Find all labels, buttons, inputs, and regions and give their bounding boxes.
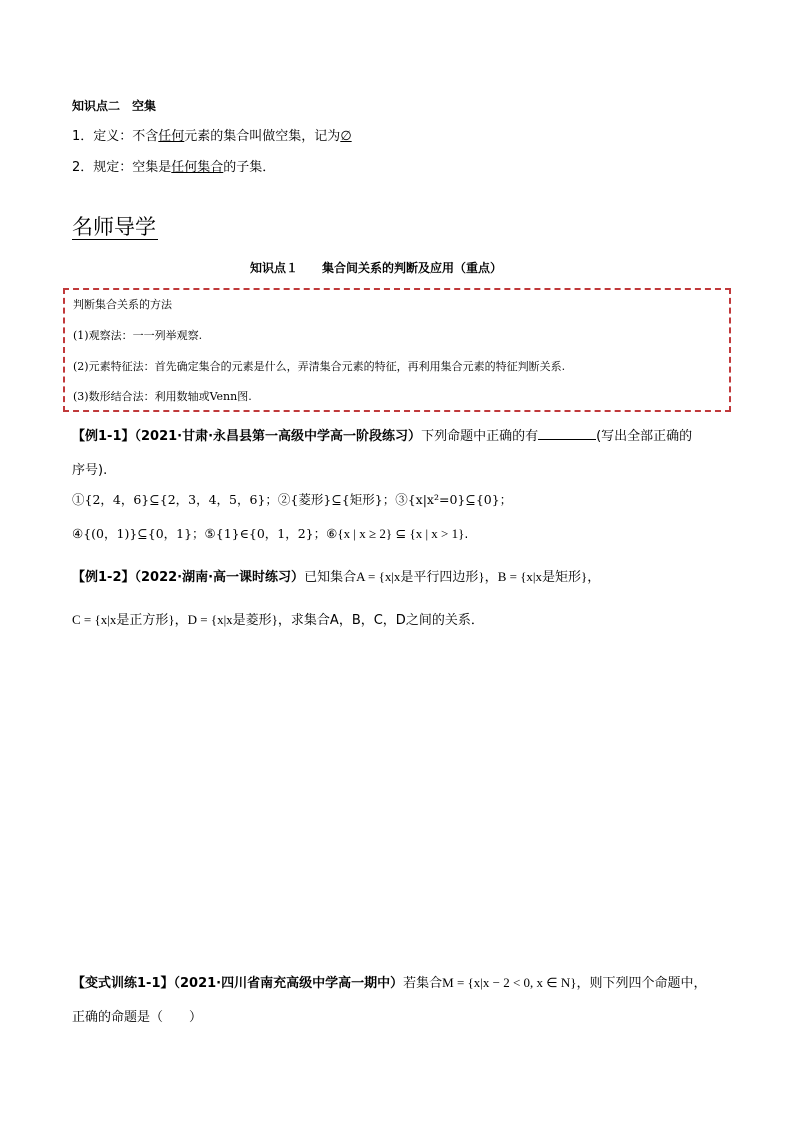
separator: ， bbox=[484, 570, 498, 585]
set-c-formula: C = {x|x是正方形} bbox=[72, 612, 175, 627]
separator: ， bbox=[174, 613, 188, 628]
example-question-tail: (写出全部正确的 bbox=[596, 429, 693, 444]
rule-prefix: 2．规定：空集是 bbox=[72, 160, 172, 175]
example-1-1-prompt-cont: 序号). bbox=[72, 463, 108, 478]
example-question: 下列命题中正确的有 bbox=[421, 429, 539, 444]
example-1-2-line1 bbox=[72, 566, 600, 585]
set-d-formula: D = {x|x是菱形} bbox=[187, 612, 278, 627]
example-1-1-prompt bbox=[72, 425, 692, 444]
example-tag: 【例1-2】 bbox=[72, 570, 135, 585]
variant-text: 若集合 bbox=[403, 976, 443, 991]
section-title: 知识点二 空集 bbox=[72, 99, 157, 113]
set-inclusion-formula: {x | x ≥ 2} ⊆ {x | x > 1} bbox=[337, 526, 465, 541]
variant-1-1-line1 bbox=[72, 972, 707, 991]
guide-heading-underline bbox=[72, 239, 158, 240]
example-text: 已知集合 bbox=[304, 570, 357, 585]
example-1-2-line2 bbox=[72, 609, 484, 628]
definition-prefix: 1．定义：不含 bbox=[72, 129, 159, 144]
method-item: (1)观察法：一一列举观察. bbox=[73, 329, 203, 342]
definition-emphasis: 任何 bbox=[158, 129, 185, 144]
set-a-formula: A = {x|x是平行四边形} bbox=[356, 569, 485, 584]
separator: ， bbox=[587, 570, 601, 585]
rule-line bbox=[72, 156, 275, 175]
guide-heading: 名师导学 bbox=[72, 215, 156, 239]
method-item: (3)数形结合法：利用数轴或Venn图. bbox=[73, 390, 252, 403]
example-tag: 【例1-1】 bbox=[72, 429, 135, 444]
empty-set-symbol: ∅ bbox=[340, 129, 352, 144]
method-item: (2)元素特征法：首先确定集合的元素是什么，弄清集合元素的特征，再利用集合元素的特征判断关系. bbox=[73, 360, 566, 373]
variant-1-1-line2: 正确的命题是（ ） bbox=[72, 1010, 203, 1025]
rule-emphasis: 任何集合 bbox=[171, 160, 224, 175]
variant-tag: 【变式训练1-1】 bbox=[72, 976, 174, 991]
example-source: （2022·湖南·高一课时练习） bbox=[134, 570, 305, 585]
example-1-1-options-line1: ①{2，4，6}⊆{2，3，4，5，6}；②{菱形}⊆{矩形}；③{x|x²=0}⊆{0}； bbox=[72, 492, 513, 507]
knowledge-point-title: 知识点１ 集合间关系的判断及应用（重点） bbox=[250, 261, 503, 275]
rule-suffix: 的子集． bbox=[223, 160, 276, 175]
definition-middle: 元素的集合叫做空集，记为 bbox=[184, 129, 341, 144]
set-b-formula: B = {x|x是矩形} bbox=[497, 569, 588, 584]
method-box-title: 判断集合关系的方法 bbox=[73, 298, 172, 311]
answer-blank[interactable] bbox=[538, 427, 596, 440]
example-source: （2021·甘肃·永昌县第一高级中学高一阶段练习） bbox=[134, 429, 422, 444]
variant-source: （2021·四川省南充高级中学高一期中） bbox=[173, 976, 404, 991]
example-1-1-options-line2 bbox=[72, 524, 468, 542]
example-question: ，求集合A，B，C，D之间的关系． bbox=[277, 613, 484, 628]
method-box bbox=[63, 288, 731, 412]
variant-text-tail: ，则下列四个命题中， bbox=[576, 976, 707, 991]
definition-line bbox=[72, 125, 352, 144]
options-end: . bbox=[464, 526, 469, 541]
set-m-formula: M = {x|x − 2 < 0, x ∈ N} bbox=[442, 975, 577, 990]
options-text: ④{(0，1)}⊆{0，1}；⑤{1}∈{0，1，2}；⑥ bbox=[72, 526, 338, 541]
